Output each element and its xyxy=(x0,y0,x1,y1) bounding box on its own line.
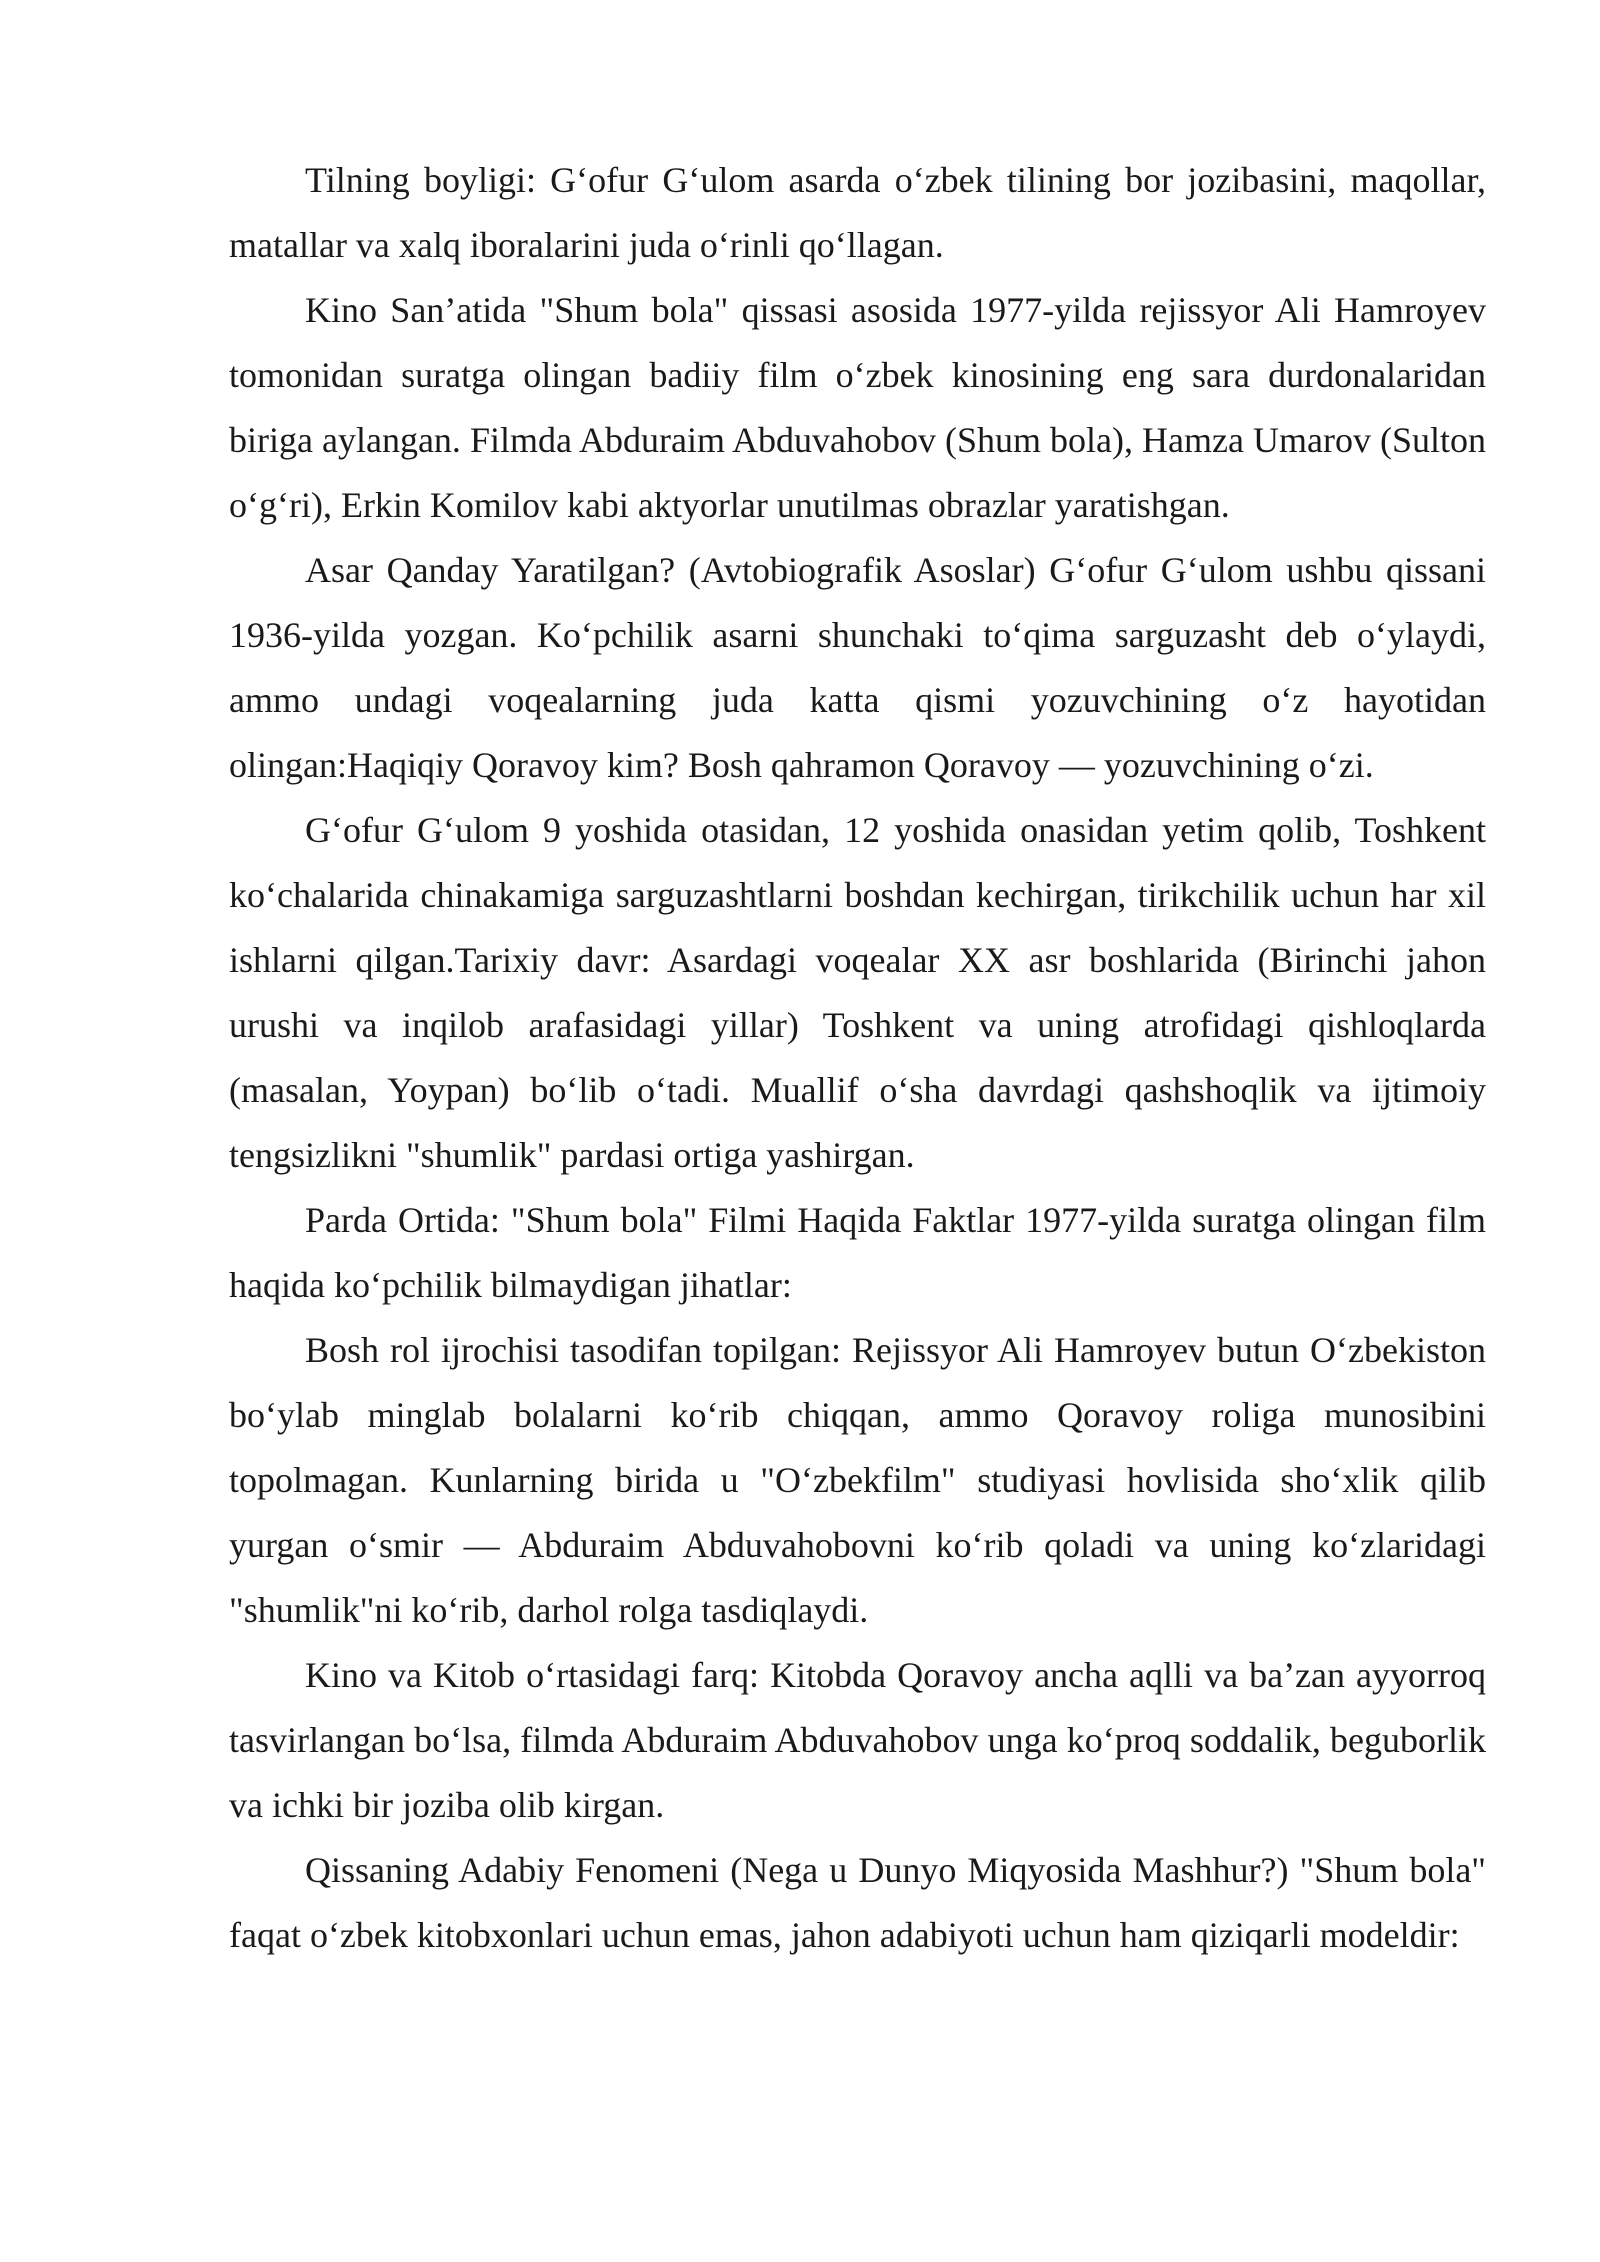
body-text xyxy=(229,148,1486,1968)
paragraph-behind-the-scenes: Parda Ortida: "Shum bola" Filmi Haqida Faktlar 1977-yilda suratga olingan film haqida ko‘pchilik bilmaydigan jihatlar: xyxy=(229,1200,1486,1305)
paragraph-literary-phenomenon: Qissaning Adabiy Fenomeni (Nega u Dunyo Miqyosida Mashhur?) "Shum bola" faqat o‘zbek kitobxonlari uchun emas, jahon adabiyoti uchun ham qiziqarli modeldir: xyxy=(229,1850,1486,1955)
paragraph-language-richness: Tilning boyligi: G‘ofur G‘ulom asarda o‘zbek tilining bor jozibasini, maqollar, matallar va xalq iboralarini juda o‘rinli qo‘llagan. xyxy=(229,160,1486,265)
paragraph-author-biography: G‘ofur G‘ulom 9 yoshida otasidan, 12 yoshida onasidan yetim qolib, Toshkent ko‘chalarida chinakamiga sarguzashtlarni boshdan kechirgan, tirikchilik uchun har xil ishlarni qilgan.Tarixiy davr: Asardagi voqealar XX asr boshlarida (Birinchi jahon urushi va inqilob arafasidagi yillar) Toshkent va uning atrofidagi qishloqlarda (masalan, Yoypan) bo‘lib o‘tadi. Muallif o‘sha davrdagi qashshoqlik va ijtimoiy tengsizlikni "shumlik" pardasi ortiga yashirgan. xyxy=(229,810,1486,1175)
paragraph-lead-actor: Bosh rol ijrochisi tasodifan topilgan: Rejissyor Ali Hamroyev butun O‘zbekiston bo‘ylab minglab bolalarni ko‘rib chiqqan, ammo Qoravoy roliga munosibini topolmagan. Kunlarning birida u "O‘zbekfilm" studiyasi hovlisida sho‘xlik qilib yurgan o‘smir — Abduraim Abduvahobovni ko‘rib qoladi va uning ko‘zlaridagi "shumlik"ni ko‘rib, darhol rolga tasdiqlaydi. xyxy=(229,1330,1486,1630)
paragraph-film-art: Kino San’atida "Shum bola" qissasi asosida 1977-yilda rejissyor Ali Hamroyev tomonidan suratga olingan badiiy film o‘zbek kinosining eng sara durdonalaridan biriga aylangan. Filmda Abduraim Abduvahobov (Shum bola), Hamza Umarov (Sulton o‘g‘ri), Erkin Komilov kabi aktyorlar unutilmas obrazlar yaratishgan. xyxy=(229,290,1486,525)
paragraph-how-created: Asar Qanday Yaratilgan? (Avtobiografik Asoslar) G‘ofur G‘ulom ushbu qissani 1936-yilda yozgan. Ko‘pchilik asarni shunchaki to‘qima sarguzasht deb o‘ylaydi, ammo undagi voqealarning juda katta qismi yozuvchining o‘z hayotidan olingan:Haqiqiy Qoravoy kim? Bosh qahramon Qoravoy — yozuvchining o‘zi. xyxy=(229,550,1486,785)
paragraph-film-vs-book: Kino va Kitob o‘rtasidagi farq: Kitobda Qoravoy ancha aqlli va ba’zan ayyorroq tasvirlangan bo‘lsa, filmda Abduraim Abduvahobov unga ko‘proq soddalik, beguborlik va ichki bir joziba olib kirgan. xyxy=(229,1655,1486,1825)
